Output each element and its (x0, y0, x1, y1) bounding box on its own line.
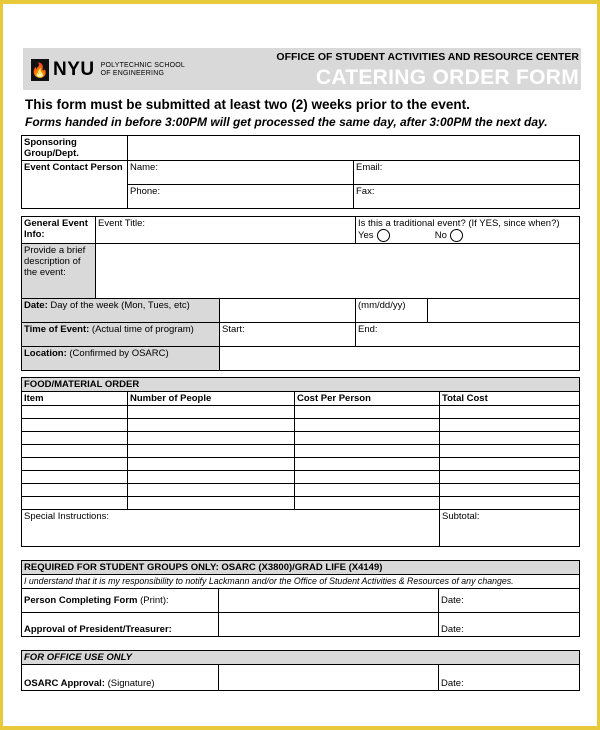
table-row (22, 458, 580, 471)
form-title: CATERING ORDER FORM (315, 66, 579, 89)
date-label: Date: (24, 300, 48, 311)
osarc-label-cell (22, 665, 219, 691)
required-section-header: REQUIRED FOR STUDENT GROUPS ONLY: OSARC (X3800)/GRAD LIFE (X4149) (22, 561, 580, 575)
total-cell[interactable] (440, 484, 580, 497)
total-cell[interactable] (440, 432, 580, 445)
submission-notice: This form must be submitted at least two (2) weeks prior to the event. (25, 97, 470, 112)
total-cell[interactable] (440, 458, 580, 471)
table-row (22, 406, 580, 419)
subtotal-label: Subtotal: (442, 511, 480, 522)
traditional-label: Is this a traditional event? (If YES, since when?) (358, 218, 560, 229)
person-date-field[interactable] (439, 589, 580, 613)
col-item: Item (22, 392, 128, 406)
phone-label: Phone: (130, 186, 161, 197)
fax-field[interactable] (354, 185, 580, 209)
form-page (3, 4, 597, 726)
people-cell[interactable] (128, 497, 295, 510)
date-field[interactable] (356, 299, 428, 323)
start-label: Start: (222, 324, 245, 335)
osarc-date-label: Date: (441, 678, 464, 689)
description-field[interactable] (96, 244, 580, 299)
email-label: Email: (356, 162, 383, 173)
location-field[interactable] (220, 347, 580, 371)
person-date-label: Date: (441, 595, 464, 606)
email-field[interactable] (354, 161, 580, 185)
start-field[interactable] (220, 323, 356, 347)
people-cell[interactable] (128, 406, 295, 419)
cost-cell[interactable] (295, 406, 440, 419)
time-label: Time of Event: (24, 324, 90, 335)
date-format-label: (mm/dd/yy) (358, 300, 406, 311)
total-cell[interactable] (440, 406, 580, 419)
cost-cell[interactable] (295, 419, 440, 432)
approval-date-field[interactable] (439, 613, 580, 637)
fax-label: Fax: (356, 186, 375, 197)
table-row (22, 471, 580, 484)
torch-icon: 🔥 (31, 59, 49, 81)
nyu-logo (31, 58, 185, 82)
people-cell[interactable] (128, 445, 295, 458)
people-cell[interactable] (128, 432, 295, 445)
no-radio[interactable] (450, 229, 463, 242)
no-label: No (434, 230, 447, 242)
table-row (22, 497, 580, 510)
processing-notice: Forms handed in before 3:00PM will get processed the same day, after 3:00PM the next day. (25, 115, 548, 129)
date-hint: Day of the week (Mon, Tues, etc) (50, 300, 190, 311)
cost-cell[interactable] (295, 497, 440, 510)
cost-cell[interactable] (295, 432, 440, 445)
table-row (22, 484, 580, 497)
person-completing-label-cell (22, 589, 219, 613)
description-label: Provide a brief description of the event: (22, 244, 96, 299)
osarc-date-field[interactable] (439, 665, 580, 691)
time-label-cell (22, 323, 220, 347)
event-title-label: Event Title: (98, 218, 145, 229)
item-cell[interactable] (22, 497, 128, 510)
required-table (21, 560, 580, 637)
cost-cell[interactable] (295, 445, 440, 458)
general-info-label: General Event Info: (22, 217, 96, 244)
item-cell[interactable] (22, 471, 128, 484)
sponsor-table (21, 135, 580, 209)
time-hint: (Actual time of program) (91, 324, 194, 335)
order-table (21, 377, 580, 547)
event-title-field[interactable] (96, 217, 356, 244)
cost-cell[interactable] (295, 484, 440, 497)
sponsoring-field[interactable] (128, 136, 580, 161)
people-cell[interactable] (128, 458, 295, 471)
col-number-people: Number of People (128, 392, 295, 406)
osarc-approval-label: OSARC Approval: (24, 678, 105, 689)
col-cost-per-person: Cost Per Person (295, 392, 440, 406)
logo-sub-line2: OF ENGINEERING (100, 70, 165, 77)
osarc-signature-field[interactable] (219, 665, 439, 691)
cost-cell[interactable] (295, 458, 440, 471)
total-cell[interactable] (440, 497, 580, 510)
total-cell[interactable] (440, 419, 580, 432)
contact-label: Event Contact Person (22, 161, 128, 209)
person-completing-field[interactable] (219, 589, 439, 613)
item-cell[interactable] (22, 406, 128, 419)
name-field[interactable] (128, 161, 354, 185)
item-cell[interactable] (22, 458, 128, 471)
people-cell[interactable] (128, 419, 295, 432)
sponsoring-label: Sponsoring Group/Dept. (22, 136, 128, 161)
name-label: Name: (130, 162, 158, 173)
item-cell[interactable] (22, 484, 128, 497)
special-instructions-field[interactable] (22, 510, 440, 547)
logo-subtitle (101, 62, 185, 78)
office-use-table (21, 650, 580, 691)
people-cell[interactable] (128, 484, 295, 497)
event-table (21, 216, 580, 371)
total-cell[interactable] (440, 445, 580, 458)
phone-field[interactable] (128, 185, 354, 209)
approval-field[interactable] (219, 613, 439, 637)
approval-date-label: Date: (441, 624, 464, 635)
total-cell[interactable] (440, 471, 580, 484)
location-label-cell (22, 347, 220, 371)
end-label: End: (358, 324, 378, 335)
osarc-signature-hint: (Signature) (107, 678, 155, 689)
date-label-cell (22, 299, 220, 323)
item-cell[interactable] (22, 432, 128, 445)
day-field[interactable] (220, 299, 356, 323)
location-label: Location: (24, 348, 67, 359)
person-completing-label: Person Completing Form (24, 595, 138, 606)
office-use-header: FOR OFFICE USE ONLY (22, 651, 580, 665)
end-field[interactable] (356, 323, 580, 347)
office-name: OFFICE OF STUDENT ACTIVITIES AND RESOURCE CENTER (276, 51, 579, 63)
location-hint: (Confirmed by OSARC) (69, 348, 169, 359)
table-row (22, 432, 580, 445)
order-section-header: FOOD/MATERIAL ORDER (22, 378, 580, 392)
people-cell[interactable] (128, 471, 295, 484)
person-completing-hint: (Print): (140, 595, 169, 606)
responsibility-statement: I understand that it is my responsibility to notify Lackmann and/or the Office of Student Activities & Resources of any changes. (22, 575, 580, 589)
cost-cell[interactable] (295, 471, 440, 484)
special-instructions-label: Special Instructions: (24, 511, 110, 522)
date-extra-field[interactable] (428, 299, 580, 323)
subtotal-field[interactable] (440, 510, 580, 547)
item-cell[interactable] (22, 419, 128, 432)
logo-text: NYU (53, 59, 95, 80)
logo-sub-line1: POLYTECHNIC SCHOOL (100, 62, 185, 69)
col-total-cost: Total Cost (440, 392, 580, 406)
header-band (23, 48, 581, 90)
traditional-field (356, 217, 580, 244)
item-cell[interactable] (22, 445, 128, 458)
table-row (22, 419, 580, 432)
yes-label: Yes (358, 230, 374, 242)
yes-radio[interactable] (377, 229, 390, 242)
approval-label: Approval of President/Treasurer: (22, 613, 219, 637)
table-row (22, 445, 580, 458)
